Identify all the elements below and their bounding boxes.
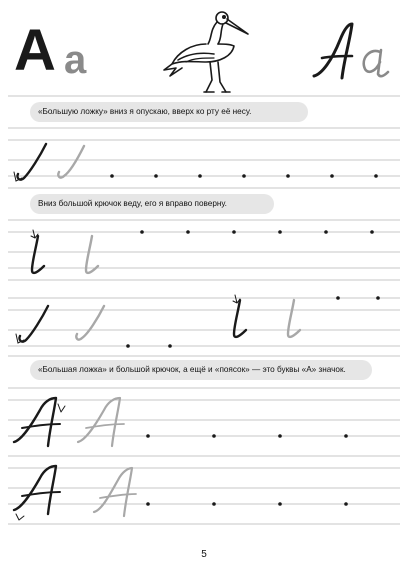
tracing-dot (278, 502, 282, 506)
hook-stroke-model (31, 230, 98, 273)
tracing-dot (330, 174, 334, 178)
cursive-a-pair-icon (314, 24, 388, 78)
tracing-dot (286, 174, 290, 178)
tracing-dot (336, 296, 340, 300)
tracing-dot (376, 296, 380, 300)
page-number: 5 (201, 549, 207, 560)
stork-illustration (164, 12, 248, 92)
tracing-dot (374, 174, 378, 178)
tracing-dot (232, 230, 236, 234)
print-uppercase-letter: А (14, 18, 56, 83)
tracing-dot (212, 502, 216, 506)
tracing-dot (168, 344, 172, 348)
cursive-a-model (14, 466, 136, 520)
spoon-and-hook-model (16, 295, 300, 343)
tracing-dot (242, 174, 246, 178)
instruction-banner: Вниз большой крючок веду, его я вправо поверну. (30, 194, 274, 214)
tracing-dot (146, 502, 150, 506)
tracing-dot (278, 230, 282, 234)
cursive-a-model (14, 398, 124, 446)
tracing-dot (154, 174, 158, 178)
tracing-dot (146, 434, 150, 438)
tracing-dot (140, 230, 144, 234)
tracing-dot (344, 434, 348, 438)
tracing-dot (344, 502, 348, 506)
tracing-dot (126, 344, 130, 348)
print-lowercase-letter: а (64, 38, 87, 82)
tracing-dot (186, 230, 190, 234)
tracing-dot (278, 434, 282, 438)
tracing-dot (212, 434, 216, 438)
tracing-dot (324, 230, 328, 234)
instruction-banner: «Большая ложка» и большой крючок, а ещё и «поясок» — это буквы «А» значок. (30, 360, 372, 380)
spoon-stroke-model (14, 144, 84, 181)
tracing-dot (370, 230, 374, 234)
tracing-dot (110, 174, 114, 178)
instruction-banner: «Большую ложку» вниз я опускаю, вверх ко рту её несу. (30, 102, 308, 122)
tracing-dot (198, 174, 202, 178)
